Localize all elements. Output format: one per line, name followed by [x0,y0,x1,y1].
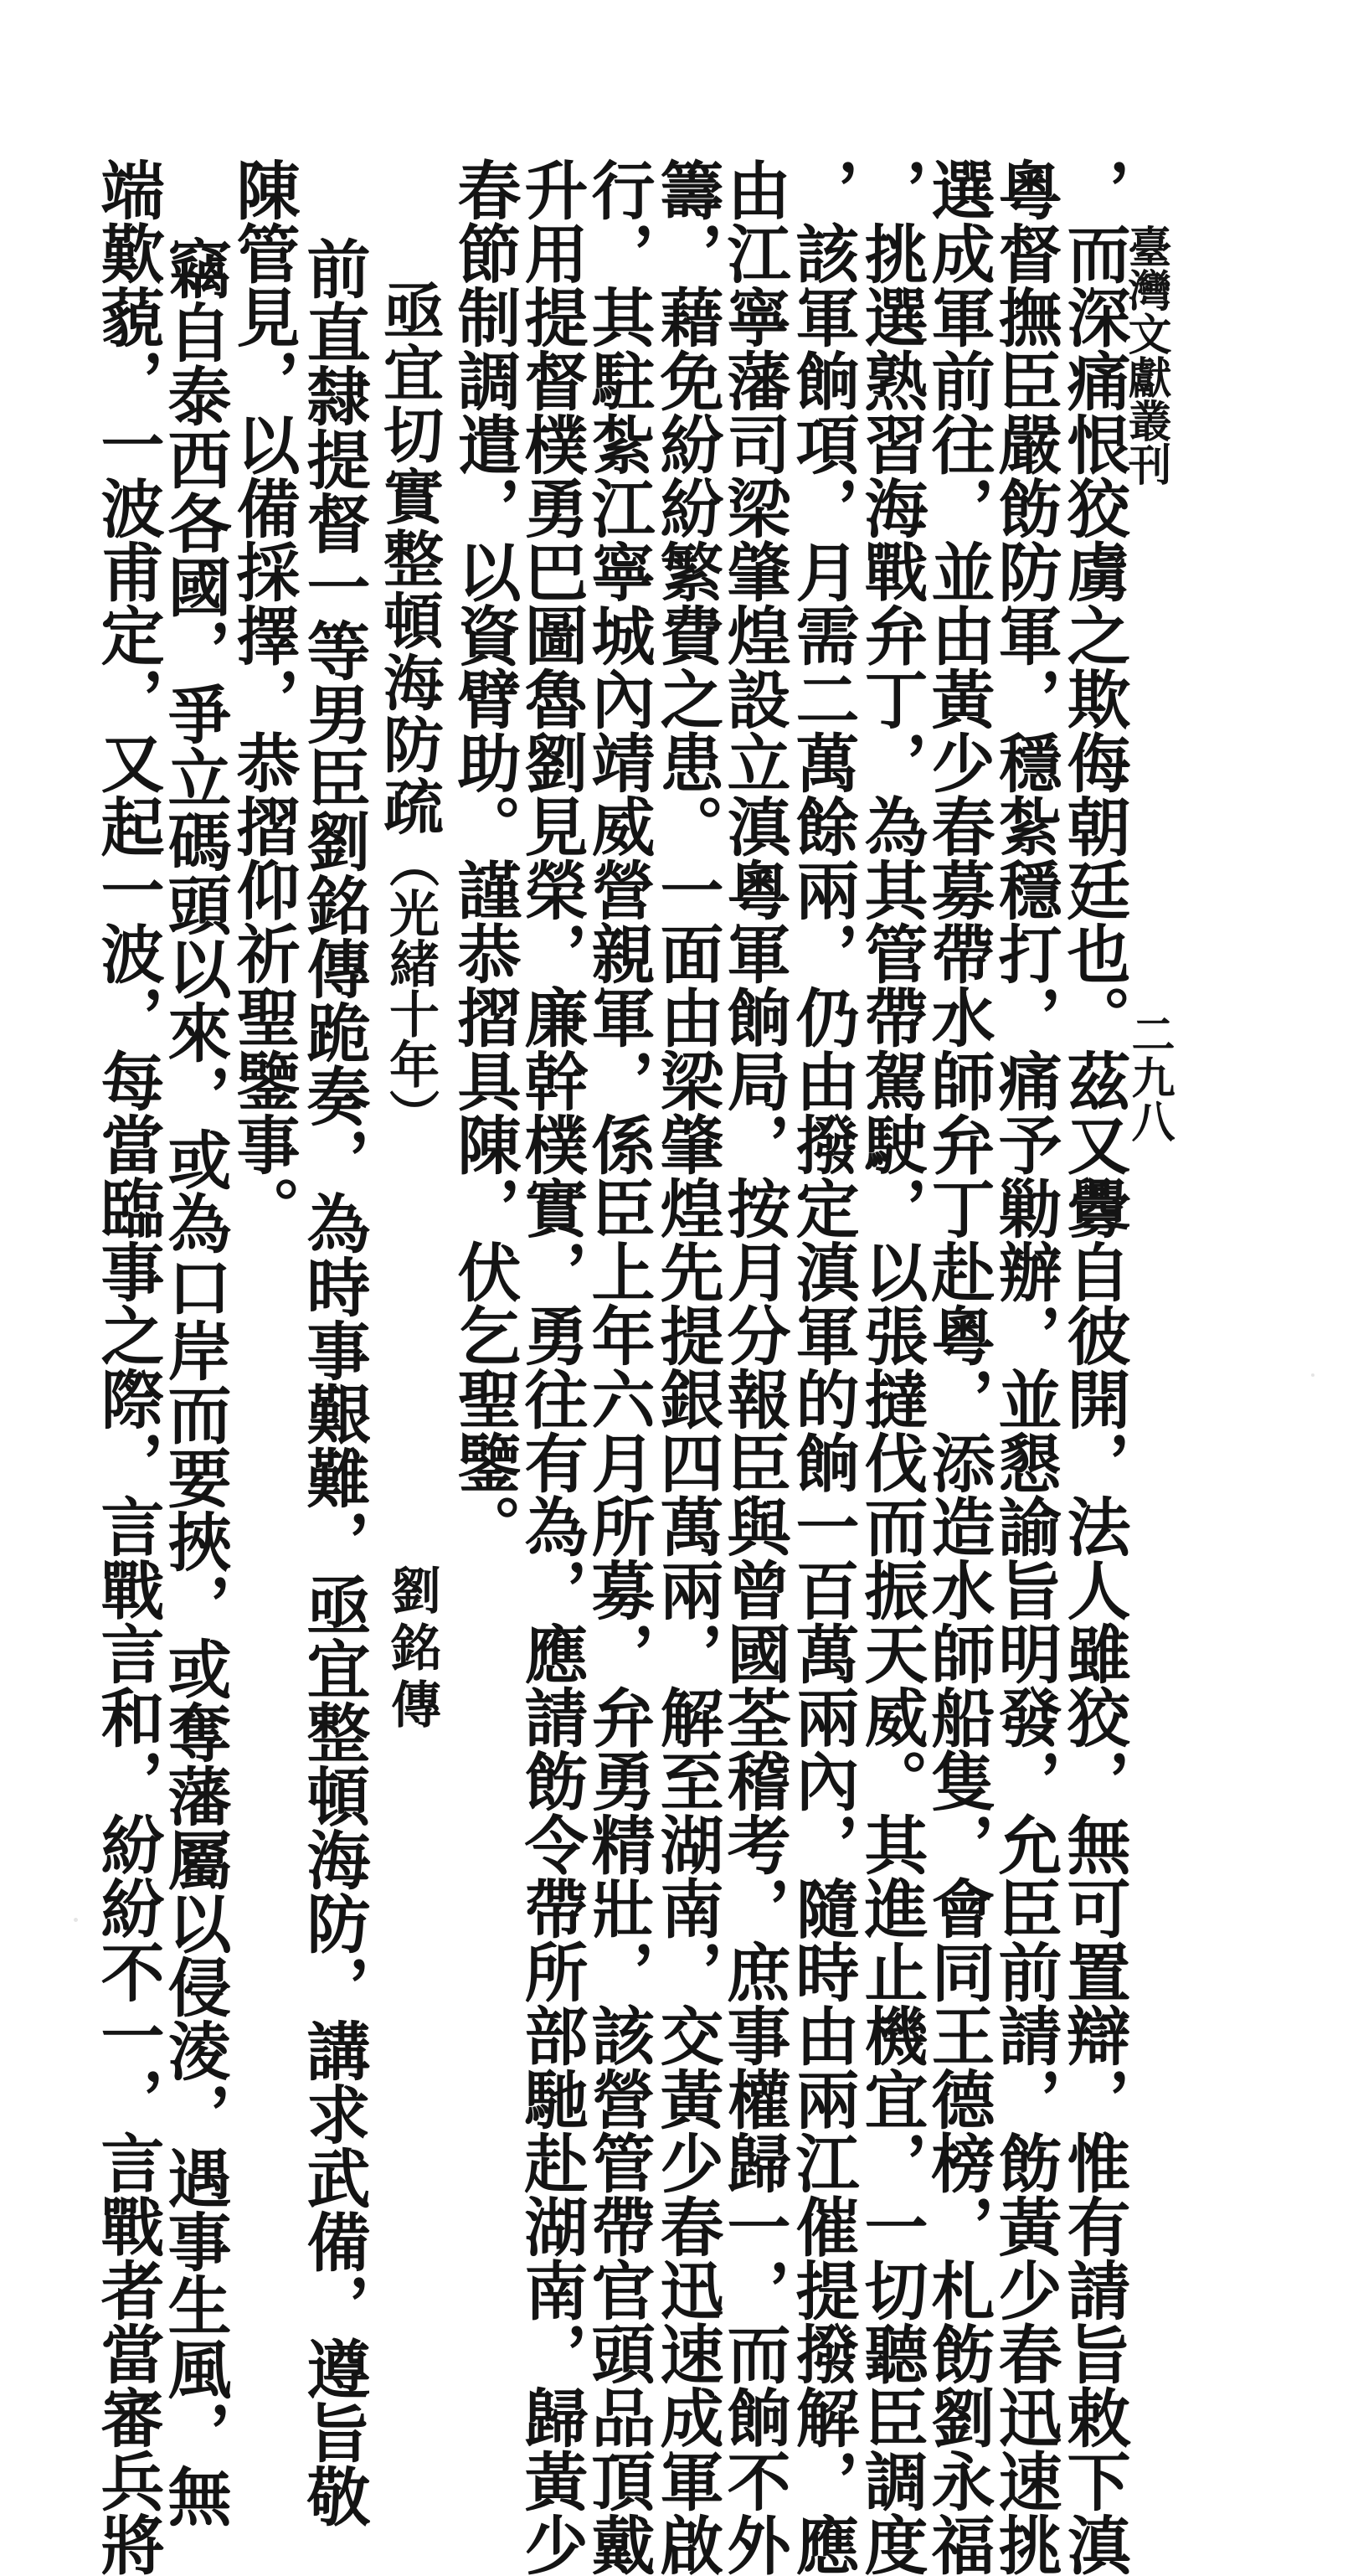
page-number: 二九八 [1124,1012,1175,1142]
scan-speck [74,1918,78,1922]
memorial-title: 亟宜切實整頓海防疏 [373,280,445,837]
text-column: ，該軍餉項，月需二萬餘兩，仍由撥定滇軍的餉一百萬兩內，隨時由兩江催提撥解，應 [785,157,860,2576]
text-column: 端歎藐，一波甫定，又起一波，每當臨事之際，言戰言和，紛紛不一，言戰者當審兵將 [90,157,165,2576]
text-column: 春節制調遣，以資臂助。謹恭摺具陳，伏乞聖鑒。 [447,157,522,1558]
text-column: 由江寧藩司梁肇煌設立滇粵軍餉局，按月分報臣與曾國荃稽考，庶事權歸一，而餉不外 [717,157,791,2576]
memorial-author: 劉銘傳 [383,1564,441,1735]
scan-speck [1311,1373,1314,1377]
text-column: 竊自泰西各國，爭立碼頭以來，或為口岸而要挾，或奪藩屬以侵淩，遇事生風，無 [157,236,232,2527]
text-column: ，挑選熟習海戰弁丁，為其管帶駕駛，以張撻伐而振天威。其進止機宜，一切聽臣調度 [854,157,929,2576]
scan-speck [846,913,851,918]
text-column: 籌，藉免紛紛繁費之患。一面由梁肇煌先提銀四萬兩，解至湖南，交黃少春迅速成軍啟 [650,157,724,2576]
text-column: 選成軍前往，並由黃少春募帶水師弁丁赴粵，添造水師船隻，會同王德榜，札飭劉永福 [921,157,995,2576]
text-column: 陳管見，以備採擇，恭摺仰祈聖鑒事。 [226,157,301,1239]
book-title-header: 臺灣文獻叢刊 [1120,224,1171,486]
text-column: 升用提督樸勇巴圖魯劉見榮，廉幹樸實，勇往有為，應請飭令帶所部馳赴湖南，歸黃少 [514,157,589,2576]
text-column: 前直隸提督一等男臣劉銘傳跪奏，為時事艱難，亟宜整頓海防，講求武備，遵旨敬 [296,236,371,2527]
text-column: 粵督撫臣嚴飭防軍，穩紮穩打，痛予勦辦，並懇諭旨明發，允臣前請，飭黃少春迅速挑 [988,157,1062,2576]
text-column: 行，其駐紮江寧城內靖威營親軍，係臣上年六月所募，弁勇精壯，該營管帶官頭品頂戴 [581,157,656,2576]
memorial-date-note: （光緒十年） [381,837,440,1139]
text-column: ，而深痛恨狡虜之欺侮朝廷也。茲又釁自彼開，法人雖狡，無可置辯，惟有請旨敕下滇 [1057,157,1131,2576]
